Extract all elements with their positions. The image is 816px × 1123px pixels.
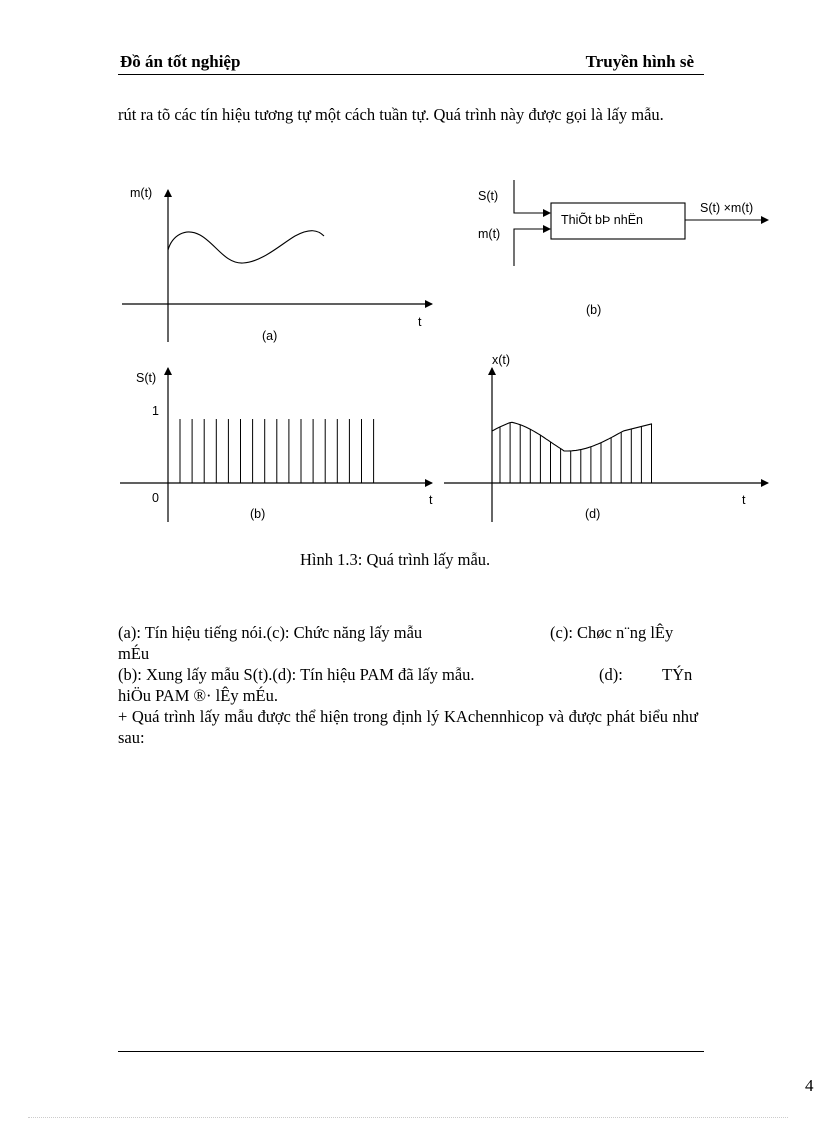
panel-c-tag: (b) bbox=[250, 507, 266, 521]
receiver-box-label: ThiÕt bÞ nhËn bbox=[561, 213, 643, 227]
panel-d-xlabel: t bbox=[742, 493, 746, 507]
legend-line3a: (b): Xung lấy mẫu S(t).(d): Tín hiệu PAM đã lấy mẫu. bbox=[118, 665, 475, 684]
panel-d-tag: (d) bbox=[585, 507, 601, 521]
legend-line1b: (c): Chøc n¨ng lÊy bbox=[550, 623, 674, 642]
legend-line4: hiÖu PAM ®· lÊy mÉu. bbox=[118, 686, 278, 705]
panel-b-tag: (b) bbox=[586, 303, 602, 317]
footer-rule bbox=[118, 1051, 704, 1052]
panel-a-ylabel: m(t) bbox=[130, 186, 153, 200]
panel-c-xlabel: t bbox=[429, 493, 433, 507]
speech-waveform bbox=[168, 231, 324, 263]
panel-d-pam-signal bbox=[444, 353, 768, 522]
pam-envelope bbox=[492, 422, 652, 451]
block-output: S(t) ×m(t) bbox=[700, 201, 754, 215]
header-title-right: Truyền hình sè bbox=[585, 52, 694, 71]
panel-c-zero: 0 bbox=[152, 491, 159, 505]
header-title-left: Đồ án tốt nghiệp bbox=[120, 52, 241, 71]
legend-line2: mÉu bbox=[118, 644, 150, 663]
panel-a-speech-signal bbox=[122, 186, 432, 343]
pam-samples bbox=[500, 423, 652, 484]
panel-c-sampling-pulses bbox=[120, 368, 433, 522]
figure-sampling bbox=[0, 0, 816, 540]
panel-c-ylabel: S(t) bbox=[136, 371, 157, 385]
panel-a-tag: (a) bbox=[262, 329, 278, 343]
panel-c-one: 1 bbox=[152, 404, 159, 418]
panel-a-xlabel: t bbox=[418, 315, 422, 329]
pulse-train bbox=[180, 419, 374, 483]
block-input-s: S(t) bbox=[478, 189, 499, 203]
legend-block bbox=[118, 622, 698, 748]
legend-line1a: (a): Tín hiệu tiếng nói.(c): Chức năng lấy mẫu bbox=[118, 623, 423, 642]
panel-b-block-diagram bbox=[478, 180, 768, 317]
theorem-paragraph: + Quá trình lấy mẫu được thể hiện trong định lý KAchennhicop và được phát biểu như sau: bbox=[118, 707, 698, 747]
page-number: 4 bbox=[805, 1076, 814, 1095]
legend-line3c: TÝn bbox=[662, 665, 693, 684]
page-edge bbox=[28, 1117, 788, 1118]
figure-caption: Hình 1.3: Quá trình lấy mẫu. bbox=[300, 550, 491, 569]
block-input-m: m(t) bbox=[478, 227, 501, 241]
panel-d-ylabel: x(t) bbox=[492, 353, 511, 367]
legend-line3b: (d): bbox=[599, 665, 623, 684]
intro-paragraph: rút ra tõ các tín hiệu tương tự một cách tuần tự. Quá trình này được gọi là lấy mẫu. bbox=[118, 105, 664, 124]
